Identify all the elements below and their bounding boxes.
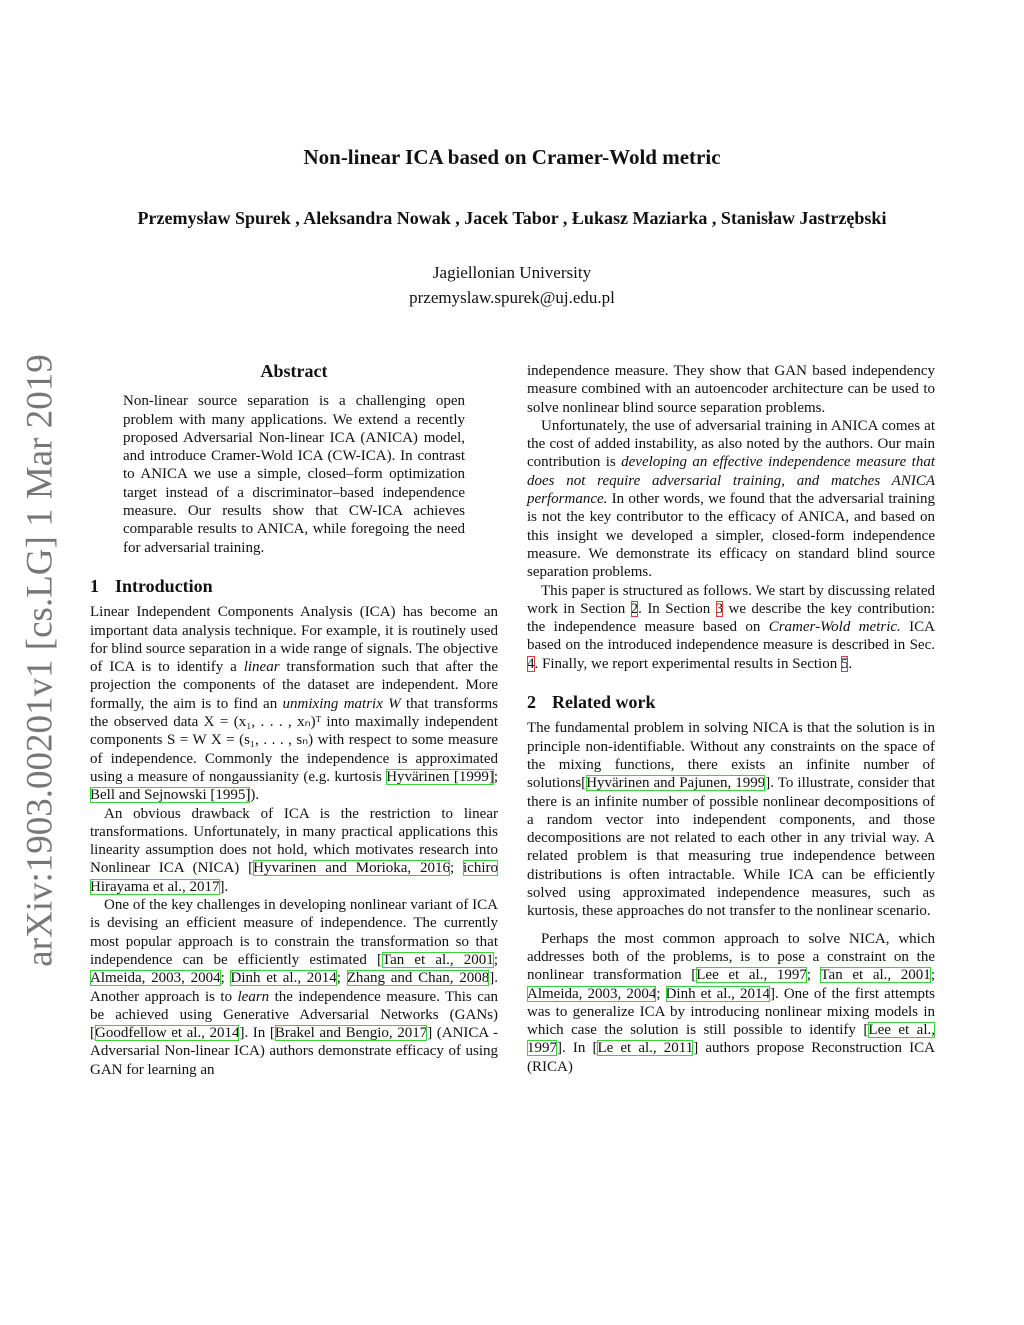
citation-link[interactable]: Dinh et al., 2014 (230, 970, 337, 987)
paper-title: Non-linear ICA based on Cramer-Wold metric (303, 145, 721, 169)
citation-link[interactable]: Lee et al., 1997 (696, 967, 807, 984)
abstract-text: Non-linear source separation is a challenging open problem with many applications. We extend a recently proposed Adversarial Non-linear ICA (ANICA) model, and introduce Cramer-Wold ICA (CW-ICA). In contrast to ANICA we use a simple, closed–form optimization target instead of a discriminator–based independence measure. Our results show that CW-ICA achieves comparable results to ANICA, while foregoing the need for adversarial training. (123, 393, 465, 556)
paragraph: Unfortunately, the use of adversarial training in ANICA comes at the cost of added instability, as also noted by the authors. Our main contribution is developing an effective independence measure that does not require adversarial training, and matches ANICA performance. In other words, we found that the adversarial training is not the key contributor to the efficacy of ANICA, and based on this insight we developed a simpler, closed-form independence measure. We demonstrate its efficacy on standard blind source separation problems. (527, 417, 935, 581)
citation-link[interactable]: Dinh et al., 2014 (665, 985, 771, 1002)
left-column (90, 362, 498, 1079)
citation-link[interactable]: Tan et al., 2001 (381, 951, 494, 968)
affiliation: Jagiellonian University (432, 263, 592, 282)
section-ref-link[interactable]: 4 (527, 655, 535, 672)
author-list: Przemysław Spurek , Aleksandra Nowak , Jacek Tabor , Łukasz Maziarka , Stanisław Jastrzębski (137, 208, 887, 228)
section-number: 1 (90, 575, 99, 596)
paragraph: independence measure. They show that GAN based independency measure combined with an autoencoder architecture can be used to solve nonlinear blind source separation problems. (527, 363, 935, 416)
arxiv-sidebar (14, 353, 66, 967)
section-heading-related-work (527, 693, 935, 711)
citation-link[interactable]: Goodfellow et al., 2014 (95, 1025, 240, 1042)
citation-link[interactable]: Hyvarinen and Morioka, 2016 (253, 860, 450, 877)
paragraph: An obvious drawback of ICA is the restriction to linear transformations. Unfortunately, in many practical applications this linearity assumption does not hold, which motivates research into Nonlinear ICA (NICA) [Hyvarinen and Morioka, 2016; ichiro Hirayama et al., 2017]. (90, 805, 498, 895)
affiliation-block (0, 260, 1024, 310)
section-ref-link[interactable]: 2 (630, 600, 639, 617)
section-number: 2 (527, 692, 536, 713)
citation-link[interactable]: ichiro Hirayama et al., 2017 (90, 860, 498, 895)
citation-link[interactable]: Tan et al., 2001 (820, 967, 931, 984)
section-heading-introduction (90, 577, 498, 595)
email[interactable]: przemyslaw.spurek@uj.edu.pl (409, 288, 615, 307)
citation-link[interactable]: Hyvärinen and Pajunen, 1999 (586, 775, 766, 792)
section-title: Related work (552, 692, 656, 713)
arxiv-id: arXiv:1903.00201v1 [cs.LG] 1 Mar 2019 (19, 353, 61, 967)
paragraph: Linear Independent Components Analysis (ICA) has become an important data analysis technique. For example, it is routinely used for blind source separation in a wide range of signals. The objective of ICA is to identify a linear transformation such that after the projection the components of the dataset are independent. More formally, the aim is to find an unmixing matrix W that transforms the observed data X = (x₁, . . . , xₙ)ᵀ into maximally independent components S = W X = (s₁, . . . , sₙ) with respect to some measure of independence. Commonly the independence is approximated using a measure of nongaussianity (e.g. kurtosis Hyvärinen [1999]; Bell and Sejnowski [1995]). (90, 604, 499, 804)
section-ref-link[interactable]: 3 (715, 600, 724, 617)
citation-link[interactable]: Almeida, 2003, 2004 (527, 985, 657, 1002)
citation-link[interactable]: Bell and Sejnowski [1995] (90, 787, 251, 804)
section-title: Introduction (115, 575, 213, 596)
paragraph: Perhaps the most common approach to solve NICA, which addresses both of the problems, is to pose a constraint on the nonlinear transformation [Lee et al., 1997; Tan et al., 2001; Almeida, 2003, 2004; Dinh et al., 2014]. One of the first attempts was to generalize ICA by introducing nonlinear mixing models in which case the solution is still possible to identify [Lee et al., 1997]. In [Le et al., 2011] authors propose Reconstruction ICA (RICA) (527, 930, 935, 1075)
citation-link[interactable]: Brakel and Bengio, 2017 (274, 1025, 428, 1042)
right-column (527, 362, 935, 1076)
section-ref-link[interactable]: 5 (840, 655, 849, 672)
abstract-heading: Abstract (260, 361, 328, 381)
citation-link[interactable]: Almeida, 2003, 2004 (90, 970, 221, 987)
paragraph: This paper is structured as follows. We start by discussing related work in Section 2. In Section 3 we describe the key contribution: the independence measure based on Cramer-Wold metric. ICA based on the introduced independence measure is described in Sec. 4. Finally, we report experimental results in Section 5. (527, 582, 935, 672)
paragraph: The fundamental problem in solving NICA is that the solution is in principle non-identifiable. Without any constraints on the space of the mixing functions, there exists an infinite number of solutions[Hyvärinen and Pajunen, 1999]. To illustrate, consider that there is an infinite number of possible nonlinear decompositions of a random vector into independent components, and those decompositions are not related to each other in any trivial way. A related problem is that measuring true independence between distributions is often intractable. While ICA can be efficiently solved using approximated independence measures, such as kurtosis, these approaches do not transfer to the nonlinear scenario. (527, 720, 936, 920)
paragraph: One of the key challenges in developing nonlinear variant of ICA is devising an efficient measure of independence. The currently most popular approach is to constrain the transformation so that independence can be efficiently estimated [Tan et al., 2001; Almeida, 2003, 2004; Dinh et al., 2014; Zhang and Chan, 2008]. Another approach is to learn the independence measure. This can be achieved using Generative Adversarial Networks (GANs) [Goodfellow et al., 2014]. In [Brakel and Bengio, 2017] (ANICA - Adversarial Non-linear ICA) authors demonstrate efficacy of using GAN for learning an (90, 897, 499, 1078)
citation-link[interactable]: Lee et al., 1997 (527, 1022, 935, 1057)
citation-link[interactable]: Zhang and Chan, 2008 (346, 970, 490, 987)
citation-link[interactable]: Hyvärinen [1999] (386, 768, 494, 785)
citation-link[interactable]: Le et al., 2011 (597, 1040, 694, 1057)
